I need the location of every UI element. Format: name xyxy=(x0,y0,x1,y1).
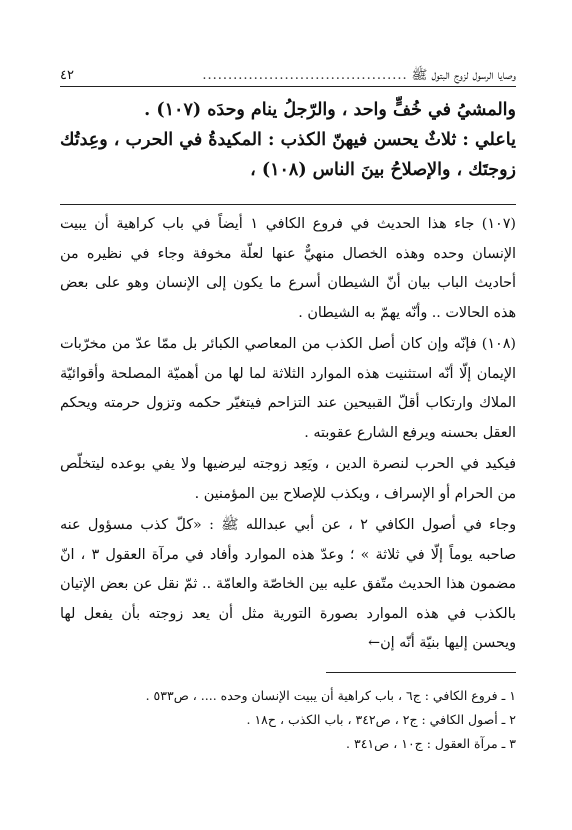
commentary-divider xyxy=(60,204,516,205)
page-number: ٤٢ xyxy=(60,68,74,83)
header-dots: ........................................ xyxy=(202,68,408,83)
commentary-paragraph: (١٠٧) جاء هذا الحديث في فروع الكافي ١ أيضاً في باب كراهية أن يبيت الإنسان وحده وهذه الخصال منهيٌّ عنها لعلّة مخوفة وجاء في نظيره من أحاديث الباب بيان أنّ الشيطان أسرع ما يكون إلى الإنسان وهو على بعض هذه الحالات .. وأنّه يهمّ به الشيطان . xyxy=(60,216,516,321)
footnote: ٢ ـ أصول الكافي : ج٢ ، ص٣٤٢ ، باب الكذب ، ح١٨ . xyxy=(246,712,516,727)
commentary-paragraph: وجاء في أصول الكافي ٢ ، عن أبي عبدالله ﷺ : «كلّ كذب مسؤول عنه صاحبه يوماً إلّا في ثلاثة » ؛ وعدّ هذه الموارد وأفاد في مرآة العقول ٣ ، انّ مضمون هذا الحديث متّفق عليه بين الخاصّة والعامّة .. ثمّ نقل عن بعض الإتيان بالكذب في هذه الموارد بصورة التورية مثل أن يعد زوجته بأن يفعل لها ويحسن إليها بنيّة أنّه إن← xyxy=(60,517,516,651)
commentary-paragraph: فيكيد في الحرب لنصرة الدين ، ويَعِد زوجته ليرضيها ولا يفي بوعده ليتخلّص من الحرام أو الإسراف ، ويكذب للإصلاح بين المؤمنين . xyxy=(60,456,516,502)
commentary-paragraph: (١٠٨) فإنّه وإن كان أصل الكذب من المعاصي الكبائر بل ممّا عدّ من مخرّبات الإيمان إلّا أنّه استثنيت هذه الموارد الثلاثة لما لها من أهميّة المصلحة وأقوائيّة الملاك وارتكاب أقلّ القبيحين عند التزاحم فيتغيّر حكمه وتزول حرمته ويحكم العقل بحسنه ويرفع الشارع عقوبته . xyxy=(60,336,516,441)
footnote-divider xyxy=(326,672,516,673)
running-header xyxy=(60,58,516,87)
main-paragraph: والمشيُ في خُفٍّ واحد ، والرّجلُ ينام وحدَه (١٠٧) . xyxy=(144,100,516,120)
footnotes xyxy=(60,684,516,756)
commentary xyxy=(60,210,516,661)
footnote: ٣ ـ مرآة العقول : ج١٠ ، ص٣٤١ . xyxy=(346,736,516,751)
header-title: وصايا الرسول لزوج البتول ﷺ xyxy=(411,68,516,83)
footnote: ١ ـ فروع الكافي : ج٦ ، باب كراهية أن يبيت الإنسان وحده .... ، ص٥٣٣ . xyxy=(145,688,516,703)
main-paragraph: ياعلي : ثلاثٌ يحسن فيهنّ الكذب : المكيدةُ في الحرب ، وعِدتُك زوجتَك ، والإصلاحُ بينَ الناس (١٠٨) ، xyxy=(60,130,516,180)
main-text xyxy=(60,95,516,185)
